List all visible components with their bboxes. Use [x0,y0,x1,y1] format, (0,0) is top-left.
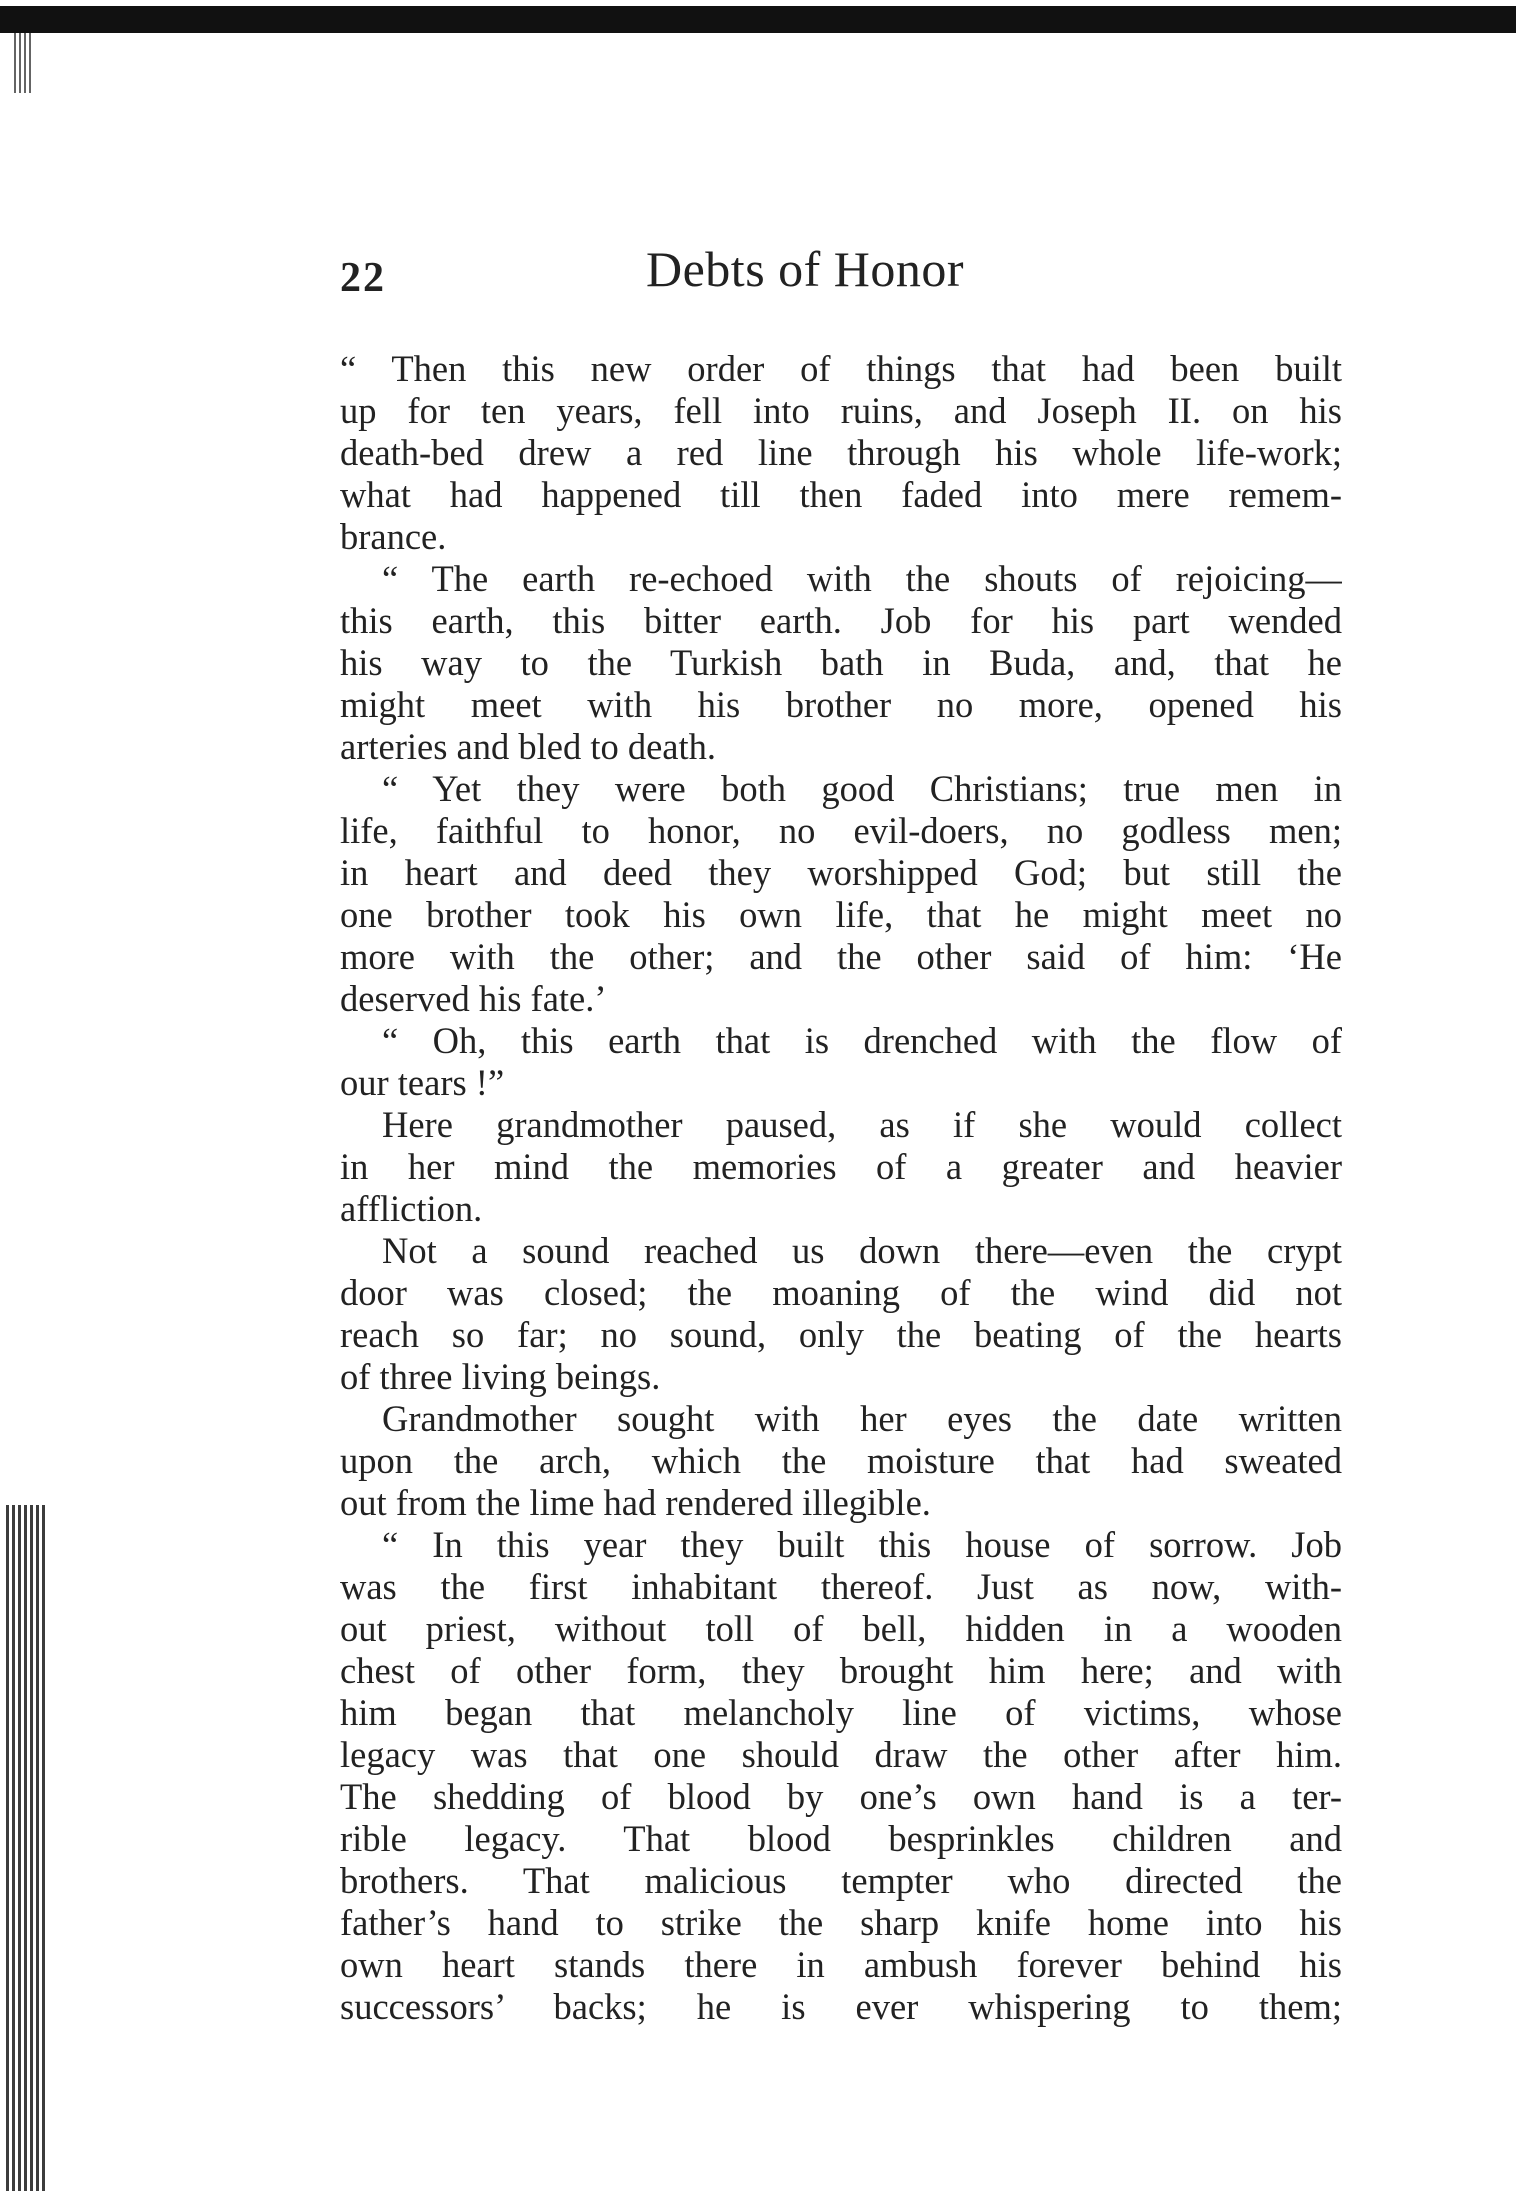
page-number: 22 [340,255,386,301]
text-line: “ Then this new order of things that had been built [340,348,1342,389]
text-line: “ Oh, this earth that is drenched with the flow of [382,1020,1342,1061]
text-line: reach so far; no sound, only the beating of the hearts [340,1314,1342,1355]
text-line: him began that melancholy line of victims, whose [340,1692,1342,1733]
text-line: legacy was that one should draw the other after him. [340,1734,1342,1775]
text-line: Not a sound reached us down there—even the crypt [382,1230,1342,1271]
text-line: chest of other form, they brought him here; and with [340,1650,1342,1691]
text-line: successors’ backs; he is ever whispering to them; [340,1986,1342,2027]
scan-edge-marks-top [14,33,32,93]
text-line: out priest, without toll of bell, hidden in a wooden [340,1608,1342,1649]
text-line: more with the other; and the other said of him: ‘He [340,936,1342,977]
scan-edge-marks-bottom [6,1505,46,2191]
text-line: father’s hand to strike the sharp knife home into his [340,1902,1342,1943]
text-line: was the first inhabitant thereof. Just as now, with- [340,1566,1342,1607]
text-line: upon the arch, which the moisture that had sweated [340,1440,1342,1481]
text-line: arteries and bled to death. [340,726,716,767]
text-line: this earth, this bitter earth. Job for his part wended [340,600,1342,641]
text-line: door was closed; the moaning of the wind did not [340,1272,1342,1313]
page-header [340,240,1340,320]
text-line: “ In this year they built this house of sorrow. Job [382,1524,1342,1565]
text-line: brothers. That malicious tempter who directed the [340,1860,1342,1901]
text-line: rible legacy. That blood besprinkles children and [340,1818,1342,1859]
text-line: might meet with his brother no more, opened his [340,684,1342,725]
text-line: Grandmother sought with her eyes the date written [382,1398,1342,1439]
text-line: deserved his fate.’ [340,978,607,1019]
text-line: The shedding of blood by one’s own hand is a ter- [340,1776,1342,1817]
text-line: his way to the Turkish bath in Buda, and, that he [340,642,1342,683]
body-text [340,348,1342,2028]
text-line: death-bed drew a red line through his whole life-work; [340,432,1342,473]
text-line: in her mind the memories of a greater and heavier [340,1146,1342,1187]
text-line: own heart stands there in ambush forever behind his [340,1944,1342,1985]
text-line: brance. [340,516,447,557]
text-line: affliction. [340,1188,483,1229]
running-title: Debts of Honor [646,241,965,297]
text-line: one brother took his own life, that he might meet no [340,894,1342,935]
text-line: Here grandmother paused, as if she would collect [382,1104,1342,1145]
text-line: of three living beings. [340,1356,661,1397]
text-line: in heart and deed they worshipped God; but still the [340,852,1342,893]
text-line: our tears !” [340,1062,505,1103]
text-line: up for ten years, fell into ruins, and Joseph II. on his [340,390,1342,431]
text-line: “ The earth re-echoed with the shouts of rejoicing— [382,558,1342,599]
text-line: life, faithful to honor, no evil-doers, no godless men; [340,810,1342,851]
top-scan-border [0,6,1516,33]
text-line: “ Yet they were both good Christians; true men in [382,768,1342,809]
text-line: out from the lime had rendered illegible. [340,1482,931,1523]
text-line: what had happened till then faded into mere remem- [340,474,1342,515]
